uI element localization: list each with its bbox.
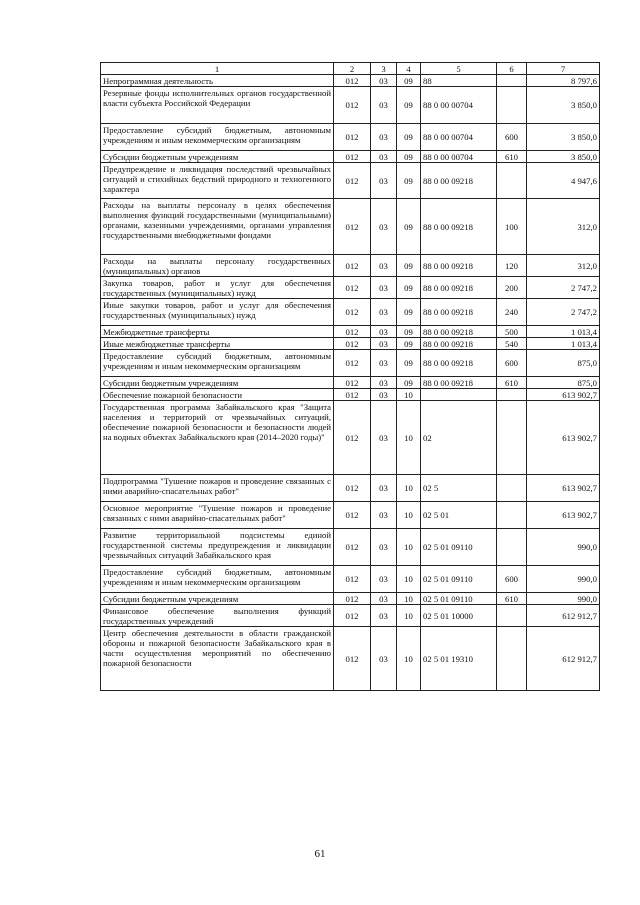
row-target-article: 88 0 00 09218 (421, 338, 497, 350)
row-section: 03 (371, 326, 397, 338)
header-col-2: 2 (334, 63, 371, 75)
row-subsection: 09 (397, 338, 421, 350)
row-amount: 990,0 (527, 593, 600, 605)
row-name: Государственная программа Забайкальского края "Защита населения и территорий от чрезвычайных ситуаций, обеспечение пожарной безопасности и безопасности людей на водных объектах Забайкальского края (2014–2020 годы)" (101, 401, 334, 475)
row-expense-type (497, 627, 527, 691)
row-section: 03 (371, 255, 397, 277)
row-section: 03 (371, 502, 397, 529)
table-row (101, 151, 600, 163)
row-amount: 2 747,2 (527, 299, 600, 326)
row-section: 03 (371, 163, 397, 199)
row-admin-code: 012 (334, 87, 371, 124)
row-expense-type: 200 (497, 277, 527, 299)
row-admin-code: 012 (334, 475, 371, 502)
row-target-article: 88 0 00 00704 (421, 87, 497, 124)
table-row (101, 199, 600, 255)
table-row (101, 389, 600, 401)
row-subsection: 10 (397, 475, 421, 502)
row-target-article: 88 0 00 09218 (421, 255, 497, 277)
row-name: Расходы на выплаты персоналу государственных (муниципальных) органов (101, 255, 334, 277)
row-amount: 875,0 (527, 377, 600, 389)
row-name: Развитие территориальной подсистемы единой государственной системы предупреждения и ликвидации чрезвычайных ситуаций Забайкальского края (101, 529, 334, 566)
row-admin-code: 012 (334, 605, 371, 627)
row-name: Обеспечение пожарной безопасности (101, 389, 334, 401)
row-subsection: 10 (397, 593, 421, 605)
row-target-article: 88 0 00 09218 (421, 163, 497, 199)
row-name: Межбюджетные трансферты (101, 326, 334, 338)
row-target-article: 02 5 01 (421, 502, 497, 529)
row-admin-code: 012 (334, 593, 371, 605)
row-name: Расходы на выплаты персоналу в целях обеспечения выполнения функций государственными (муниципальными) органами, казенными учреждениями, органами управления государственными внебюджетными фондами (101, 199, 334, 255)
row-expense-type: 610 (497, 151, 527, 163)
row-section: 03 (371, 87, 397, 124)
row-name: Предоставление субсидий бюджетным, автономным учреждениям и иным некоммерческим организациям (101, 350, 334, 377)
row-expense-type: 500 (497, 326, 527, 338)
row-expense-type (497, 529, 527, 566)
table-row (101, 277, 600, 299)
row-expense-type (497, 401, 527, 475)
header-col-5: 5 (421, 63, 497, 75)
row-amount: 4 947,6 (527, 163, 600, 199)
table-row (101, 326, 600, 338)
row-target-article: 88 0 00 00704 (421, 151, 497, 163)
row-expense-type: 610 (497, 593, 527, 605)
table-row (101, 475, 600, 502)
row-admin-code: 012 (334, 389, 371, 401)
row-subsection: 10 (397, 502, 421, 529)
row-admin-code: 012 (334, 75, 371, 87)
row-section: 03 (371, 299, 397, 326)
row-section: 03 (371, 350, 397, 377)
row-expense-type: 120 (497, 255, 527, 277)
table-row (101, 299, 600, 326)
row-expense-type (497, 475, 527, 502)
budget-table (100, 62, 600, 691)
row-section: 03 (371, 593, 397, 605)
row-subsection: 09 (397, 87, 421, 124)
row-admin-code: 012 (334, 151, 371, 163)
row-admin-code: 012 (334, 350, 371, 377)
row-amount: 312,0 (527, 199, 600, 255)
row-admin-code: 012 (334, 566, 371, 593)
row-amount: 8 797,6 (527, 75, 600, 87)
table-row (101, 163, 600, 199)
row-name: Иные закупки товаров, работ и услуг для обеспечения государственных (муниципальных) нужд (101, 299, 334, 326)
row-section: 03 (371, 75, 397, 87)
budget-table-container (100, 62, 599, 691)
row-section: 03 (371, 338, 397, 350)
row-target-article: 88 0 00 09218 (421, 277, 497, 299)
row-subsection: 10 (397, 529, 421, 566)
row-target-article: 02 5 01 19310 (421, 627, 497, 691)
page-number: 61 (314, 848, 326, 860)
row-expense-type (497, 502, 527, 529)
row-admin-code: 012 (334, 199, 371, 255)
row-amount: 613 902,7 (527, 389, 600, 401)
table-row (101, 593, 600, 605)
row-section: 03 (371, 389, 397, 401)
row-amount: 3 850,0 (527, 87, 600, 124)
row-target-article: 88 0 00 09218 (421, 299, 497, 326)
table-row (101, 377, 600, 389)
row-section: 03 (371, 277, 397, 299)
row-target-article: 02 5 01 09110 (421, 566, 497, 593)
row-target-article: 02 5 01 09110 (421, 593, 497, 605)
row-section: 03 (371, 627, 397, 691)
row-subsection: 09 (397, 350, 421, 377)
table-row (101, 124, 600, 151)
row-amount: 1 013,4 (527, 338, 600, 350)
row-admin-code: 012 (334, 338, 371, 350)
row-section: 03 (371, 529, 397, 566)
row-expense-type (497, 163, 527, 199)
row-name: Подпрограмма "Тушение пожаров и проведение связанных с ними аварийно-спасательных работ" (101, 475, 334, 502)
row-subsection: 09 (397, 277, 421, 299)
row-subsection: 09 (397, 255, 421, 277)
row-amount: 612 912,7 (527, 605, 600, 627)
row-expense-type: 600 (497, 350, 527, 377)
row-target-article: 02 5 (421, 475, 497, 502)
row-target-article: 02 5 01 09110 (421, 529, 497, 566)
row-subsection: 09 (397, 124, 421, 151)
row-subsection: 09 (397, 377, 421, 389)
row-subsection: 09 (397, 299, 421, 326)
row-name: Резервные фонды исполнительных органов государственной власти субъекта Российской Федерации (101, 87, 334, 124)
row-name: Иные межбюджетные трансферты (101, 338, 334, 350)
row-expense-type: 610 (497, 377, 527, 389)
row-section: 03 (371, 151, 397, 163)
row-section: 03 (371, 475, 397, 502)
row-name: Основное мероприятие "Тушение пожаров и проведение связанных с ними аварийно-спасательных работ" (101, 502, 334, 529)
row-amount: 1 013,4 (527, 326, 600, 338)
row-admin-code: 012 (334, 502, 371, 529)
row-expense-type (497, 75, 527, 87)
row-target-article: 88 0 00 00704 (421, 124, 497, 151)
row-name: Предоставление субсидий бюджетным, автономным учреждениям и иным некоммерческим организациям (101, 566, 334, 593)
row-target-article: 88 0 00 09218 (421, 377, 497, 389)
table-body (101, 75, 600, 691)
header-col-1: 1 (101, 63, 334, 75)
row-section: 03 (371, 199, 397, 255)
row-section: 03 (371, 605, 397, 627)
row-expense-type: 240 (497, 299, 527, 326)
row-admin-code: 012 (334, 377, 371, 389)
table-row (101, 502, 600, 529)
row-expense-type (497, 87, 527, 124)
row-admin-code: 012 (334, 255, 371, 277)
row-name: Субсидии бюджетным учреждениям (101, 593, 334, 605)
table-row (101, 566, 600, 593)
row-target-article: 88 (421, 75, 497, 87)
row-amount: 613 902,7 (527, 502, 600, 529)
table-row (101, 401, 600, 475)
row-admin-code: 012 (334, 163, 371, 199)
row-target-article: 88 0 00 09218 (421, 199, 497, 255)
row-amount: 990,0 (527, 566, 600, 593)
row-name: Предоставление субсидий бюджетным, автономным учреждениям и иным некоммерческим организациям (101, 124, 334, 151)
row-name: Финансовое обеспечение выполнения функций государственных учреждений (101, 605, 334, 627)
table-row (101, 75, 600, 87)
row-subsection: 10 (397, 401, 421, 475)
row-amount: 2 747,2 (527, 277, 600, 299)
row-expense-type: 600 (497, 566, 527, 593)
row-expense-type (497, 389, 527, 401)
row-admin-code: 012 (334, 529, 371, 566)
row-target-article: 02 5 01 10000 (421, 605, 497, 627)
row-target-article: 88 0 00 09218 (421, 350, 497, 377)
row-admin-code: 012 (334, 277, 371, 299)
header-col-6: 6 (497, 63, 527, 75)
row-subsection: 09 (397, 326, 421, 338)
row-amount: 312,0 (527, 255, 600, 277)
table-row (101, 87, 600, 124)
row-admin-code: 012 (334, 299, 371, 326)
table-header-row (101, 63, 600, 75)
row-target-article: 88 0 00 09218 (421, 326, 497, 338)
row-name: Центр обеспечения деятельности в области гражданской обороны и пожарной безопасности Забайкальского края в части осуществления мероприятий по обеспечению пожарной безопасности (101, 627, 334, 691)
row-subsection: 10 (397, 627, 421, 691)
row-expense-type (497, 605, 527, 627)
row-target-article: 02 (421, 401, 497, 475)
row-subsection: 09 (397, 163, 421, 199)
header-col-7: 7 (527, 63, 600, 75)
row-amount: 613 902,7 (527, 475, 600, 502)
row-subsection: 09 (397, 75, 421, 87)
row-target-article (421, 389, 497, 401)
table-row (101, 350, 600, 377)
row-amount: 3 850,0 (527, 151, 600, 163)
row-section: 03 (371, 377, 397, 389)
row-amount: 875,0 (527, 350, 600, 377)
row-subsection: 09 (397, 151, 421, 163)
row-name: Предупреждение и ликвидация последствий чрезвычайных ситуаций и стихийных бедствий природного и техногенного характера (101, 163, 334, 199)
row-amount: 3 850,0 (527, 124, 600, 151)
row-admin-code: 012 (334, 627, 371, 691)
row-admin-code: 012 (334, 326, 371, 338)
row-subsection: 10 (397, 566, 421, 593)
row-amount: 613 902,7 (527, 401, 600, 475)
row-section: 03 (371, 124, 397, 151)
table-row (101, 627, 600, 691)
row-section: 03 (371, 401, 397, 475)
row-subsection: 10 (397, 605, 421, 627)
row-expense-type: 540 (497, 338, 527, 350)
row-expense-type: 100 (497, 199, 527, 255)
table-row (101, 605, 600, 627)
row-name: Непрограммная деятельность (101, 75, 334, 87)
row-amount: 612 912,7 (527, 627, 600, 691)
table-row (101, 338, 600, 350)
row-name: Субсидии бюджетным учреждениям (101, 151, 334, 163)
row-subsection: 09 (397, 199, 421, 255)
header-col-3: 3 (371, 63, 397, 75)
row-amount: 990,0 (527, 529, 600, 566)
row-section: 03 (371, 566, 397, 593)
row-admin-code: 012 (334, 124, 371, 151)
row-name: Закупка товаров, работ и услуг для обеспечения государственных (муниципальных) нужд (101, 277, 334, 299)
header-col-4: 4 (397, 63, 421, 75)
table-row (101, 529, 600, 566)
row-subsection: 10 (397, 389, 421, 401)
table-row (101, 255, 600, 277)
row-expense-type: 600 (497, 124, 527, 151)
row-name: Субсидии бюджетным учреждениям (101, 377, 334, 389)
row-admin-code: 012 (334, 401, 371, 475)
